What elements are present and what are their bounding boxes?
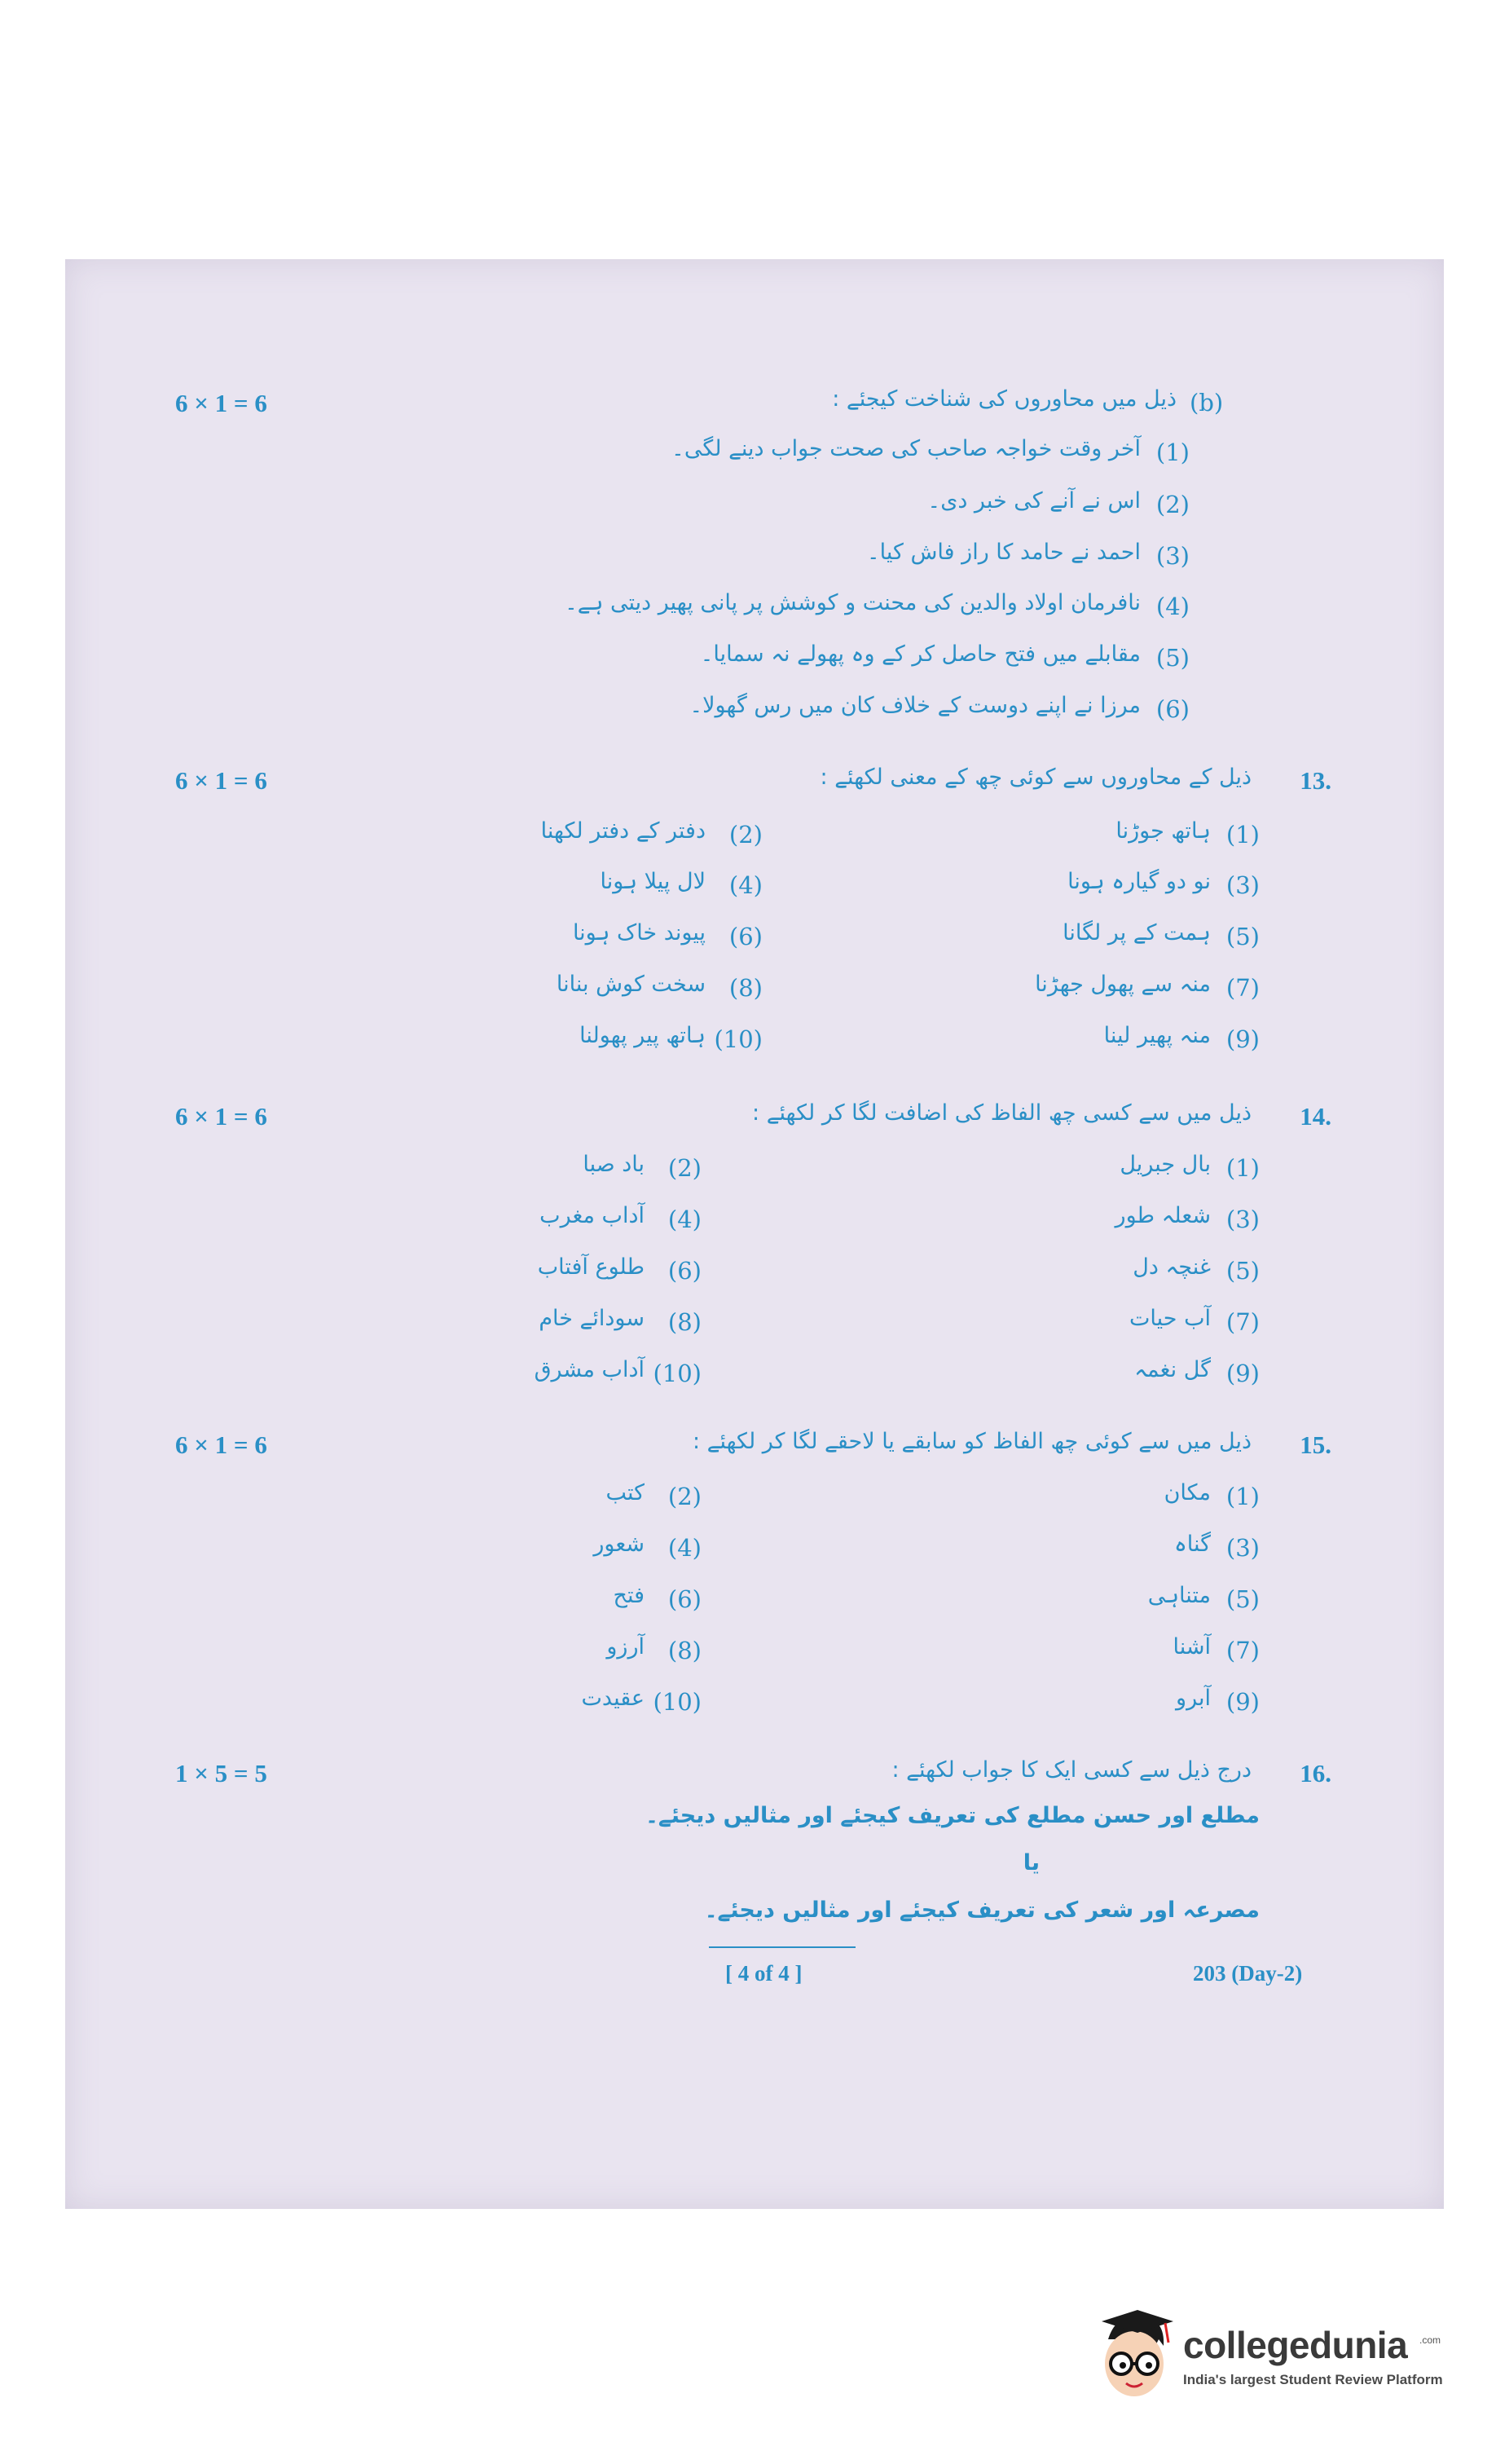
part-b-heading: ذیل میں محاوروں کی شناخت کیجئے : <box>832 386 1177 412</box>
item-text: گناہ <box>1173 1532 1211 1557</box>
part-b-label: (b) <box>1190 389 1224 417</box>
item-text: شعور <box>593 1532 645 1557</box>
item-number: (8) <box>667 1637 702 1664</box>
item-text: طلوع آفتاب <box>537 1254 645 1280</box>
item-text: ہاتھ جوڑنا <box>1115 818 1211 844</box>
item-number: (5) <box>1225 1257 1260 1285</box>
question-15-heading: ذیل میں سے کوئی چھ الفاظ کو سابقے یا لاحقے لگا کر لکھئے : <box>692 1429 1252 1454</box>
item-number: (10) <box>714 1025 763 1053</box>
item-number: (4) <box>728 871 763 899</box>
question-number-13: 13. <box>1300 766 1331 795</box>
item-number: (4) <box>667 1534 702 1562</box>
item-text: آداب مغرب <box>539 1203 645 1228</box>
marks-b: 6 × 1 = 6 <box>175 389 267 417</box>
brand-name: collegedunia <box>1183 2324 1408 2366</box>
question-16-heading: درج ذیل سے کسی ایک کا جواب لکھئے : <box>891 1757 1252 1783</box>
item-number: (7) <box>1225 974 1260 1002</box>
item-text: فتح <box>613 1583 645 1608</box>
question-number-14: 14. <box>1300 1102 1331 1131</box>
item-number: (3) <box>1225 1206 1260 1233</box>
item-number: (1) <box>1225 1154 1260 1182</box>
item-text: باد صبا <box>583 1152 645 1177</box>
collegedunia-mascot-icon <box>1084 2307 1181 2421</box>
question-16-option-a: مطلع اور حسن مطلع کی تعریف کیجئے اور مثالیں دیجئے۔ <box>645 1803 1260 1828</box>
item-number: (5) <box>1225 923 1260 950</box>
item-number: (2) <box>728 821 763 849</box>
item-number: (5) <box>1155 644 1190 672</box>
item-text: آشنا <box>1173 1634 1211 1660</box>
item-number: (3) <box>1225 1534 1260 1562</box>
item-number: (10) <box>653 1360 702 1387</box>
item-text: ہاتھ پیر پھولنا <box>579 1023 706 1048</box>
item-number: (5) <box>1225 1585 1260 1613</box>
item-number: (1) <box>1225 821 1260 849</box>
item-text: غنچہ دل <box>1133 1254 1211 1280</box>
item-text: شعلہ طور <box>1115 1203 1211 1228</box>
item-number: (6) <box>667 1585 702 1613</box>
item-number: (7) <box>1225 1637 1260 1664</box>
item-text: لال پیلا ہونا <box>600 869 706 894</box>
item-number: (2) <box>1155 491 1190 518</box>
item-text: اس نے آنے کی خبر دی۔ <box>927 488 1141 514</box>
item-text: منہ پھیر لینا <box>1103 1023 1211 1048</box>
page-number: [ 4 of 4 ] <box>725 1961 803 1986</box>
paper-code: 203 (Day-2) <box>1193 1961 1303 1986</box>
item-text: منہ سے پھول جھڑنا <box>1035 972 1211 997</box>
item-text: مکان <box>1164 1480 1211 1505</box>
item-text: نافرمان اولاد والدین کی محنت و کوشش پر پانی پھیر دیتی ہے۔ <box>564 590 1141 615</box>
item-number: (6) <box>728 923 763 950</box>
item-text: سخت کوش بنانا <box>556 972 706 997</box>
item-number: (2) <box>667 1154 702 1182</box>
item-text: پیوند خاک ہونا <box>572 920 706 945</box>
question-number-16: 16. <box>1300 1759 1331 1787</box>
item-number: (10) <box>653 1688 702 1716</box>
item-number: (6) <box>667 1257 702 1285</box>
item-number: (1) <box>1155 439 1190 466</box>
brand-tld: .com <box>1419 2334 1441 2346</box>
item-text: مرزا نے اپنے دوست کے خلاف کان میں رس گھولا۔ <box>689 693 1141 718</box>
footer-rule <box>709 1946 856 1948</box>
item-text: متناہی <box>1147 1583 1211 1608</box>
item-text: گل نغمہ <box>1134 1357 1211 1382</box>
item-text: نو دو گیارہ ہونا <box>1067 869 1211 894</box>
item-number: (3) <box>1155 542 1190 570</box>
item-number: (1) <box>1225 1483 1260 1510</box>
marks-13: 6 × 1 = 6 <box>175 766 267 795</box>
question-number-15: 15. <box>1300 1430 1331 1459</box>
marks-14: 6 × 1 = 6 <box>175 1102 267 1131</box>
item-number: (8) <box>728 974 763 1002</box>
item-text: دفتر کے دفتر لکھنا <box>540 818 706 844</box>
or-label: یا <box>1023 1850 1040 1876</box>
item-number: (9) <box>1225 1360 1260 1387</box>
item-text: سودائے خام <box>539 1306 645 1331</box>
item-number: (4) <box>667 1206 702 1233</box>
item-number: (4) <box>1155 593 1190 620</box>
item-number: (6) <box>1155 695 1190 723</box>
item-text: آب حیات <box>1129 1306 1211 1331</box>
item-number: (9) <box>1225 1688 1260 1716</box>
item-text: آرزو <box>606 1634 645 1660</box>
item-text: مقابلے میں فتح حاصل کر کے وہ پھولے نہ سمایا۔ <box>700 641 1141 667</box>
item-text: ہمت کے پر لگانا <box>1063 920 1211 945</box>
item-text: کتب <box>605 1480 645 1505</box>
question-14-heading: ذیل میں سے کسی چھ الفاظ کی اضافت لگا کر لکھئے : <box>752 1100 1252 1126</box>
brand-tagline: India's largest Student Review Platform <box>1183 2372 1443 2387</box>
item-number: (8) <box>667 1308 702 1336</box>
marks-15: 6 × 1 = 6 <box>175 1430 267 1459</box>
item-number: (2) <box>667 1483 702 1510</box>
item-text: آداب مشرق <box>534 1357 645 1382</box>
question-13-heading: ذیل کے محاوروں سے کوئی چھ کے معنی لکھئے : <box>820 765 1252 790</box>
item-text: بال جبریل <box>1120 1152 1211 1177</box>
item-number: (3) <box>1225 871 1260 899</box>
item-text: عقیدت <box>581 1686 645 1711</box>
item-text: احمد نے حامد کا راز فاش کیا۔ <box>866 540 1141 565</box>
question-16-option-b: مصرعہ اور شعر کی تعریف کیجئے اور مثالیں دیجئے۔ <box>704 1898 1260 1923</box>
item-number: (9) <box>1225 1025 1260 1053</box>
item-number: (7) <box>1225 1308 1260 1336</box>
item-text: آخر وقت خواجہ صاحب کی صحت جواب دینے لگی۔ <box>671 436 1141 461</box>
item-text: آبرو <box>1176 1686 1211 1711</box>
marks-16: 1 × 5 = 5 <box>175 1759 267 1787</box>
